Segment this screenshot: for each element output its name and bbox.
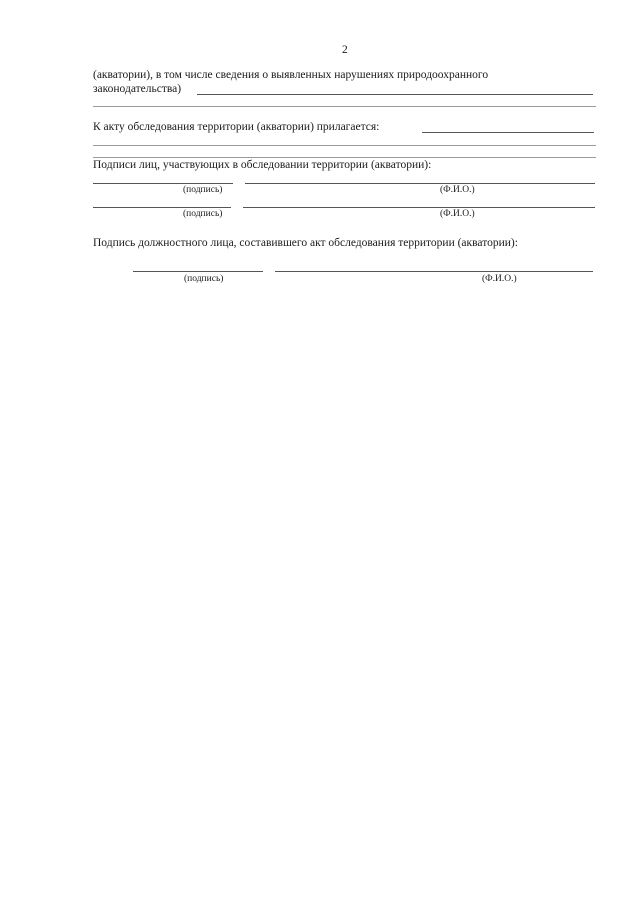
participant-2-name-caption: (Ф.И.О.) [440,209,475,219]
participant-1-name-caption: (Ф.И.О.) [440,185,475,195]
official-heading: Подпись должностного лица, составившего акт обследования территории (акватории): [93,237,518,249]
violations-text-line-1: (акватории), в том числе сведения о выявленных нарушениях природоохранного [93,69,489,81]
participant-2-name-line[interactable] [243,207,595,208]
participant-1-signature-caption: (подпись) [183,185,223,195]
attachment-label: К акту обследования территории (акватории) прилагается: [93,121,380,133]
violations-fill-line-2[interactable] [93,106,596,107]
official-signature-line[interactable] [133,271,263,272]
violations-fill-line-1[interactable] [197,94,593,95]
participants-heading: Подписи лиц, участвующих в обследовании территории (акватории): [93,159,432,171]
participant-1-signature-line[interactable] [93,183,233,184]
attachment-fill-line-1[interactable] [422,132,594,133]
attachment-fill-line-2[interactable] [93,145,596,146]
official-name-line[interactable] [275,271,593,272]
official-signature-caption: (подпись) [184,274,224,284]
participant-1-name-line[interactable] [245,183,595,184]
page-number: 2 [342,44,348,56]
participant-2-signature-caption: (подпись) [183,209,223,219]
participant-2-signature-line[interactable] [93,207,231,208]
official-name-caption: (Ф.И.О.) [482,274,517,284]
violations-text-line-2: законодательства) [93,83,182,95]
